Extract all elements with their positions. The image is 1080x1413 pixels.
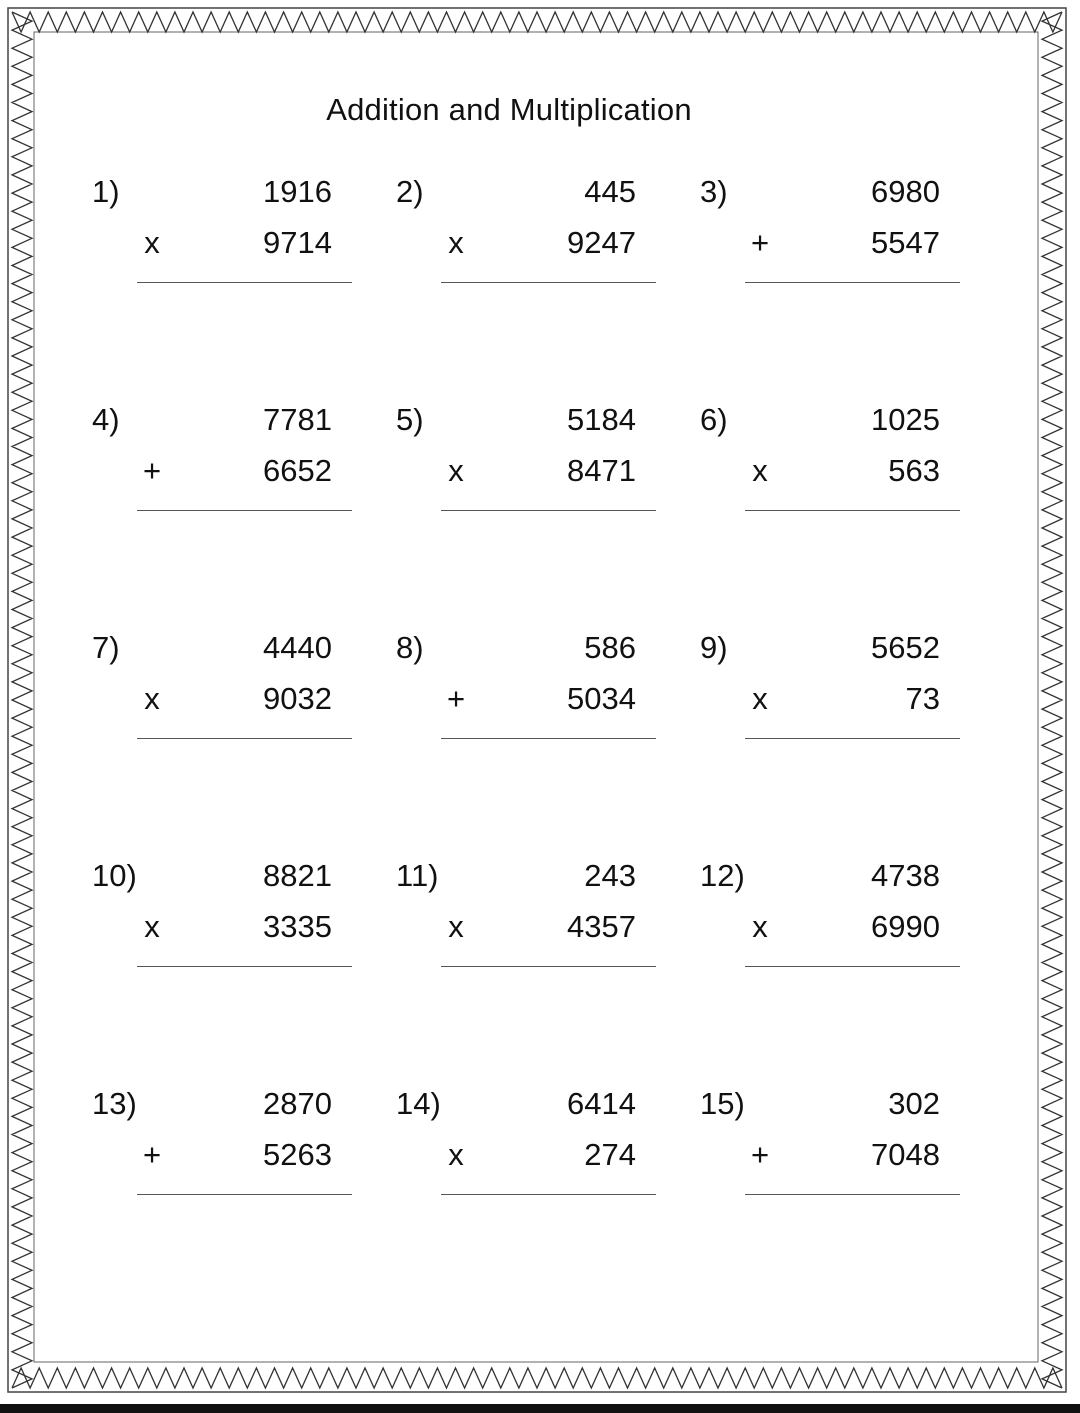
problem-number: 14) xyxy=(396,1086,441,1121)
problem-4 xyxy=(92,402,332,532)
second-operand: 6990 xyxy=(871,909,940,944)
problem-number: 10) xyxy=(92,858,137,893)
operator: x xyxy=(448,225,464,260)
operator: x xyxy=(448,453,464,488)
operator: + xyxy=(142,453,162,488)
problem-number: 3) xyxy=(700,174,728,209)
second-operand: 73 xyxy=(905,681,940,716)
bottom-edge-bar xyxy=(0,1404,1080,1413)
first-operand: 5184 xyxy=(567,402,636,437)
answer-line xyxy=(137,1194,352,1195)
problem-11 xyxy=(396,858,636,988)
first-operand: 302 xyxy=(888,1086,940,1121)
first-operand: 586 xyxy=(584,630,636,665)
answer-line xyxy=(745,1194,960,1195)
problem-number: 8) xyxy=(396,630,424,665)
second-operand: 9714 xyxy=(263,225,332,260)
problem-7 xyxy=(92,630,332,760)
answer-line xyxy=(137,738,352,739)
answer-line xyxy=(441,966,656,967)
problem-10 xyxy=(92,858,332,988)
operator: x xyxy=(144,225,160,260)
first-operand: 445 xyxy=(584,174,636,209)
answer-line xyxy=(745,282,960,283)
operator: x xyxy=(752,909,768,944)
answer-line xyxy=(745,738,960,739)
problem-number: 11) xyxy=(396,858,439,893)
first-operand: 1916 xyxy=(263,174,332,209)
answer-line xyxy=(441,510,656,511)
problem-2 xyxy=(396,174,636,304)
problem-number: 6) xyxy=(700,402,728,437)
problem-9 xyxy=(700,630,940,760)
operator: + xyxy=(446,681,466,716)
problem-number: 12) xyxy=(700,858,745,893)
problem-3 xyxy=(700,174,940,304)
second-operand: 563 xyxy=(888,453,940,488)
operator: + xyxy=(142,1137,162,1172)
problem-number: 7) xyxy=(92,630,120,665)
second-operand: 9247 xyxy=(567,225,636,260)
answer-line xyxy=(745,966,960,967)
answer-line xyxy=(137,282,352,283)
first-operand: 1025 xyxy=(871,402,940,437)
operator: x xyxy=(752,681,768,716)
problem-5 xyxy=(396,402,636,532)
first-operand: 4738 xyxy=(871,858,940,893)
first-operand: 4440 xyxy=(263,630,332,665)
second-operand: 5263 xyxy=(263,1137,332,1172)
operator: x xyxy=(144,909,160,944)
problem-12 xyxy=(700,858,940,988)
problem-number: 1) xyxy=(92,174,120,209)
problem-6 xyxy=(700,402,940,532)
first-operand: 6414 xyxy=(567,1086,636,1121)
second-operand: 9032 xyxy=(263,681,332,716)
second-operand: 3335 xyxy=(263,909,332,944)
first-operand: 7781 xyxy=(263,402,332,437)
problem-number: 2) xyxy=(396,174,424,209)
second-operand: 6652 xyxy=(263,453,332,488)
operator: x xyxy=(144,681,160,716)
first-operand: 5652 xyxy=(871,630,940,665)
answer-line xyxy=(441,1194,656,1195)
problem-number: 15) xyxy=(700,1086,745,1121)
operator: + xyxy=(750,225,770,260)
second-operand: 274 xyxy=(584,1137,636,1172)
second-operand: 4357 xyxy=(567,909,636,944)
problem-8 xyxy=(396,630,636,760)
second-operand: 5547 xyxy=(871,225,940,260)
problem-15 xyxy=(700,1086,940,1216)
answer-line xyxy=(137,966,352,967)
operator: x xyxy=(448,909,464,944)
answer-line xyxy=(441,738,656,739)
second-operand: 5034 xyxy=(567,681,636,716)
problem-number: 4) xyxy=(92,402,120,437)
problem-1 xyxy=(92,174,332,304)
operator: x xyxy=(752,453,768,488)
operator: + xyxy=(750,1137,770,1172)
answer-line xyxy=(441,282,656,283)
second-operand: 8471 xyxy=(567,453,636,488)
first-operand: 6980 xyxy=(871,174,940,209)
page-title: Addition and Multiplication xyxy=(326,92,692,127)
answer-line xyxy=(745,510,960,511)
first-operand: 243 xyxy=(584,858,636,893)
answer-line xyxy=(137,510,352,511)
first-operand: 2870 xyxy=(263,1086,332,1121)
first-operand: 8821 xyxy=(263,858,332,893)
operator: x xyxy=(448,1137,464,1172)
problem-number: 13) xyxy=(92,1086,137,1121)
second-operand: 7048 xyxy=(871,1137,940,1172)
problem-number: 9) xyxy=(700,630,728,665)
problem-14 xyxy=(396,1086,636,1216)
problem-number: 5) xyxy=(396,402,424,437)
problem-13 xyxy=(92,1086,332,1216)
